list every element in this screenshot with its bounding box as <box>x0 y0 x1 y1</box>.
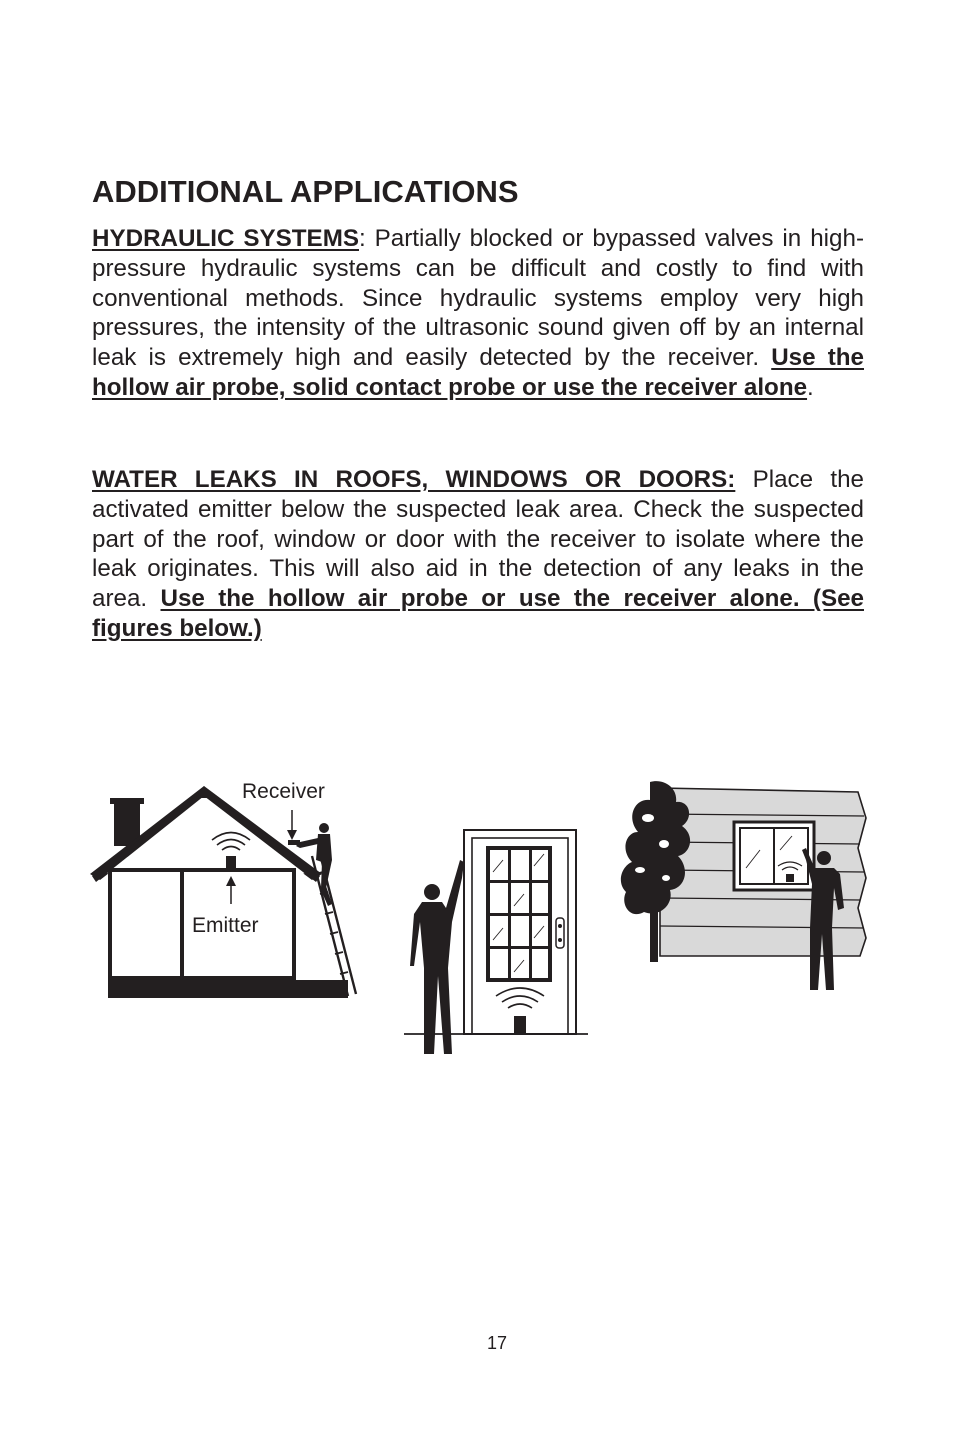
water-leaks-paragraph <box>92 465 864 644</box>
door-leak-illustration <box>400 826 592 1064</box>
hydraulic-systems-paragraph <box>92 224 864 403</box>
roof-leak-illustration <box>86 776 366 1004</box>
person-at-door <box>410 860 464 1054</box>
door-handle <box>556 918 564 948</box>
page-title: ADDITIONAL APPLICATIONS <box>92 174 519 209</box>
page-number: 17 <box>486 1333 508 1353</box>
emitter-device <box>786 874 794 882</box>
house-foundation <box>108 980 348 998</box>
receiver-label: Receiver <box>242 780 325 803</box>
water-leaks-heading: WATER LEAKS IN ROOFS, WINDOWS OR DOORS: <box>92 466 736 493</box>
hydraulic-systems-instruction: Use the hollow air probe, solid contact probe or use the receiver alone <box>92 344 864 401</box>
hydraulic-systems-heading: HYDRAULIC SYSTEMS <box>92 225 359 252</box>
receiver-device <box>288 840 300 845</box>
window-leak-illustration <box>620 778 870 994</box>
house-wall-left <box>108 868 112 986</box>
water-leaks-instruction: Use the hollow air probe or use the receiver alone. (See figures below.) <box>92 585 864 642</box>
hydraulic-systems-body: : Partially blocked or bypassed valves in high-pressure hydraulic systems can be difficult and costly to find with conventional methods. Since hydraulic systems employ very high pressures, the intensity of the ultrasonic sound given off by an internal leak is extremely high and easily detected by the receiver. <box>92 225 864 372</box>
hydraulic-systems-tail: . <box>807 373 814 401</box>
water-leaks-body: Place the activated emitter below the suspected leak area. Check the suspected part of the roof, window or door with the receiver to isolate where the leak originates. This will also aid in the detection of any leaks in the area. <box>92 466 864 613</box>
house-wall-right <box>292 872 296 986</box>
emitter-device <box>226 856 236 868</box>
emitter-label: Emitter <box>192 914 259 937</box>
emitter-device <box>514 1016 526 1034</box>
